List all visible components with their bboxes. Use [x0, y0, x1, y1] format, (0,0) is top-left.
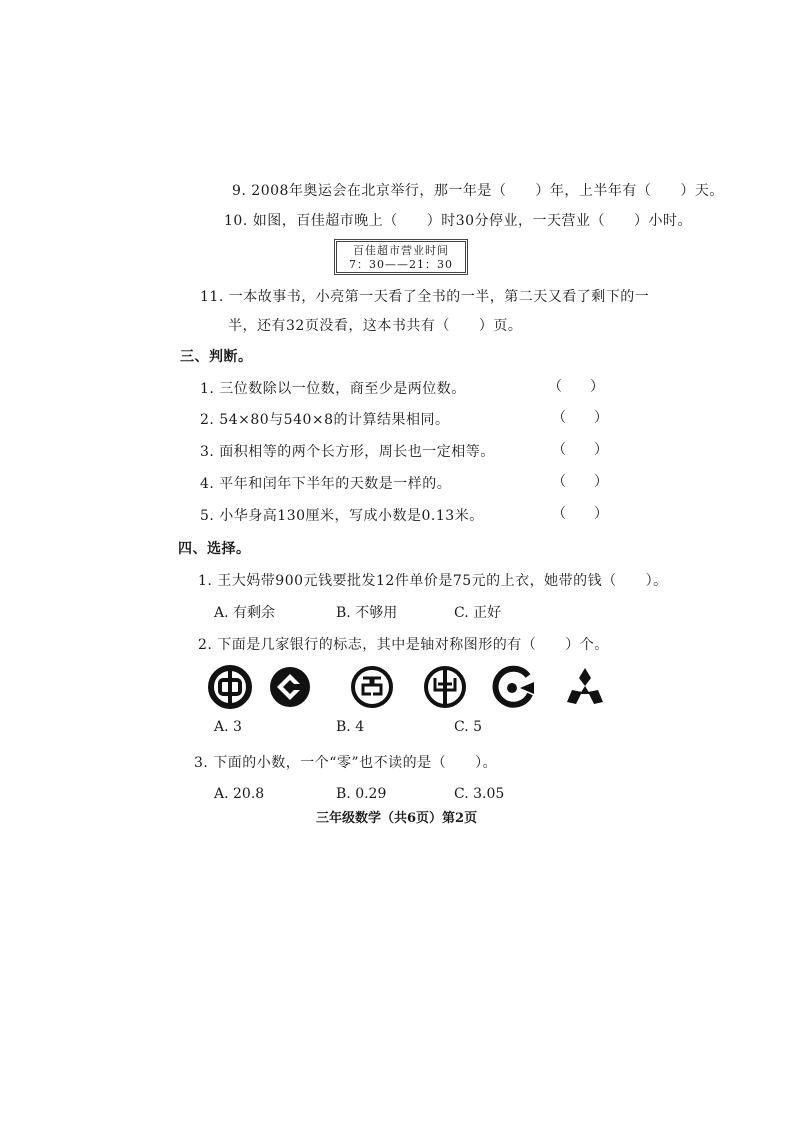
choice-question-1: 1. 王大妈带900元钱要批发12件单价是75元的上衣，她带的钱（ ）。 [198, 573, 668, 589]
question-11-line-2: 半，还有32页没看，这本书共有（ ）页。 [228, 318, 523, 334]
judge-item-2: 2. 54×80与540×8的计算结果相同。 [200, 412, 450, 428]
store-hours-box [334, 239, 468, 275]
choice-2-option-a: A. 3 [214, 719, 242, 735]
choice-heading: 四、选择。 [178, 541, 251, 557]
choice-3-option-a: A. 20.8 [214, 786, 265, 802]
construction-bank-logo-icon [267, 664, 313, 710]
judge-answer-5: （ ） [552, 506, 608, 522]
choice-3-option-b: B. 0.29 [336, 786, 387, 802]
question-9: 9. 2008年奥运会在北京举行，那一年是（ ）年，上半年有（ ）天。 [232, 183, 724, 199]
choice-3-option-c: C. 3.05 [454, 786, 505, 802]
judge-item-4: 4. 平年和闰年下半年的天数是一样的。 [200, 476, 452, 492]
question-10: 10. 如图，百佳超市晚上（ ）时30分停业，一天营业（ ）小时。 [224, 213, 693, 229]
choice-1-option-c: C. 正好 [454, 605, 502, 621]
choice-question-2: 2. 下面是几家银行的标志，其中是轴对称图形的有（ ）个。 [198, 637, 609, 653]
choice-2-option-b: B. 4 [336, 719, 365, 735]
everbright-bank-logo-icon [490, 664, 536, 710]
agricultural-bank-logo-icon [422, 664, 468, 710]
judge-item-1: 1. 三位数除以一位数，商至少是两位数。 [200, 381, 466, 397]
question-11-line-1: 11. 一本故事书，小亮第一天看了全书的一半，第二天又看了剩下的一 [200, 289, 650, 305]
bank-of-china-logo-icon [207, 664, 253, 710]
judge-answer-2: （ ） [552, 410, 608, 426]
choice-2-option-c: C. 5 [454, 719, 483, 735]
industrial-commercial-bank-logo-icon [349, 664, 395, 710]
choice-question-3: 3. 下面的小数，一个“零”也不读的是（ ）。 [194, 755, 498, 771]
judge-answer-3: （ ） [552, 442, 608, 458]
judge-item-3: 3. 面积相等的两个长方形，周长也一定相等。 [200, 444, 495, 460]
judge-answer-4: （ ） [552, 474, 608, 490]
store-hours-time: 7：30——21：30 [349, 258, 453, 271]
judge-heading: 三、判断。 [180, 349, 253, 365]
communications-bank-logo-icon [562, 664, 608, 710]
choice-1-option-b: B. 不够用 [336, 605, 398, 621]
store-hours-title: 百佳超市营业时间 [353, 244, 449, 257]
judge-item-5: 5. 小华身高130厘米，写成小数是0.13米。 [200, 508, 484, 524]
page-footer: 三年级数学（共6页）第2页 [316, 811, 478, 826]
choice-1-option-a: A. 有剩余 [214, 605, 276, 621]
judge-answer-1: （ ） [548, 379, 604, 395]
